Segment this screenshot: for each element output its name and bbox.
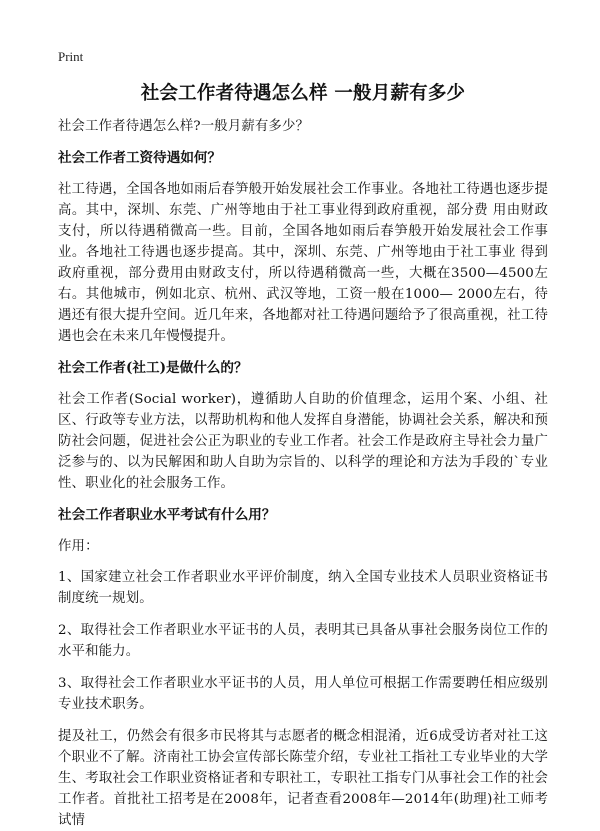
page-title: 社会工作者待遇怎么样 一般月薪有多少	[140, 83, 466, 104]
closing-paragraph: 提及社工，仍然会有很多市民将其与志愿者的概念相混淆，近6成受访者对社工这个职业不了解。济南社工协会宣传部长陈莹介绍，专业社工指社工专业毕业的大学生、考取社会工作职业资格证者和专职社工，专职社工指专门从事社会工作的社会工作者。首批社工招考是在2008年，记者查看2008年—2014年(助理)社工师考试情	[58, 729, 548, 828]
exam-intro: 作用：	[58, 539, 99, 554]
article-subtitle: 社会工作者待遇怎么样?一般月薪有多少？	[58, 119, 310, 134]
section-heading-salary: 社会工作者工资待遇如何？	[58, 150, 222, 166]
exam-point-1: 1、国家建立社会工作者职业水平评价制度，纳入全国专业技术人员职业资格证书制度统一规划。	[58, 570, 548, 606]
section-heading-exam: 社会工作者职业水平考试有什么用？	[58, 507, 276, 523]
exam-point-3: 3、取得社会工作者职业水平证书的人员，用人单位可根据工作需要聘任相应级别专业技术职务。	[58, 676, 548, 712]
section-heading-role: 社会工作者(社工)是做什么的？	[58, 360, 248, 376]
section-paragraph-salary: 社工待遇，全国各地如雨后春笋般开始发展社会工作事业。各地社工待遇也逐步提高。其中，深圳、东莞、广州等地由于社工事业得到政府重视，部分费 用由财政支付，所以待遇稍微高一些。目前，全国各地如雨后春笋般开始发展社会工作事业。各地社工待遇也逐步提高。其中，深圳、东莞、广州等地由于社工事业 得到政府重视，部分费用由财政支付，所以待遇稍微高一些，大概在3500—4500左右。其他城市，例如北京、杭州、武汉等地，工资一般在1000— 2000左右，待遇还有很大提升空间。近几年来，各地都对社工待遇问题给予了很高重视，社工待遇也会在未来几年慢慢提升。	[58, 182, 548, 344]
section-paragraph-role: 社会工作者(Social worker)，遵循助人自助的价值理念，运用个案、小组、社区、行政等专业方法，以帮助机构和他人发挥自身潜能，协调社会关系，解决和预防社会问题，促进社会公正为职业的专业工作者。社会工作是政府主导社会力量广泛参与的、以为民解困和助人自助为宗旨的、以科学的理论和方法为手段的`专业性、职业化的社会服务工作。	[58, 392, 548, 491]
print-link[interactable]: Print	[58, 49, 84, 64]
exam-point-2: 2、取得社会工作者职业水平证书的人员，表明其已具备从事社会服务岗位工作的水平和能力。	[58, 623, 548, 659]
